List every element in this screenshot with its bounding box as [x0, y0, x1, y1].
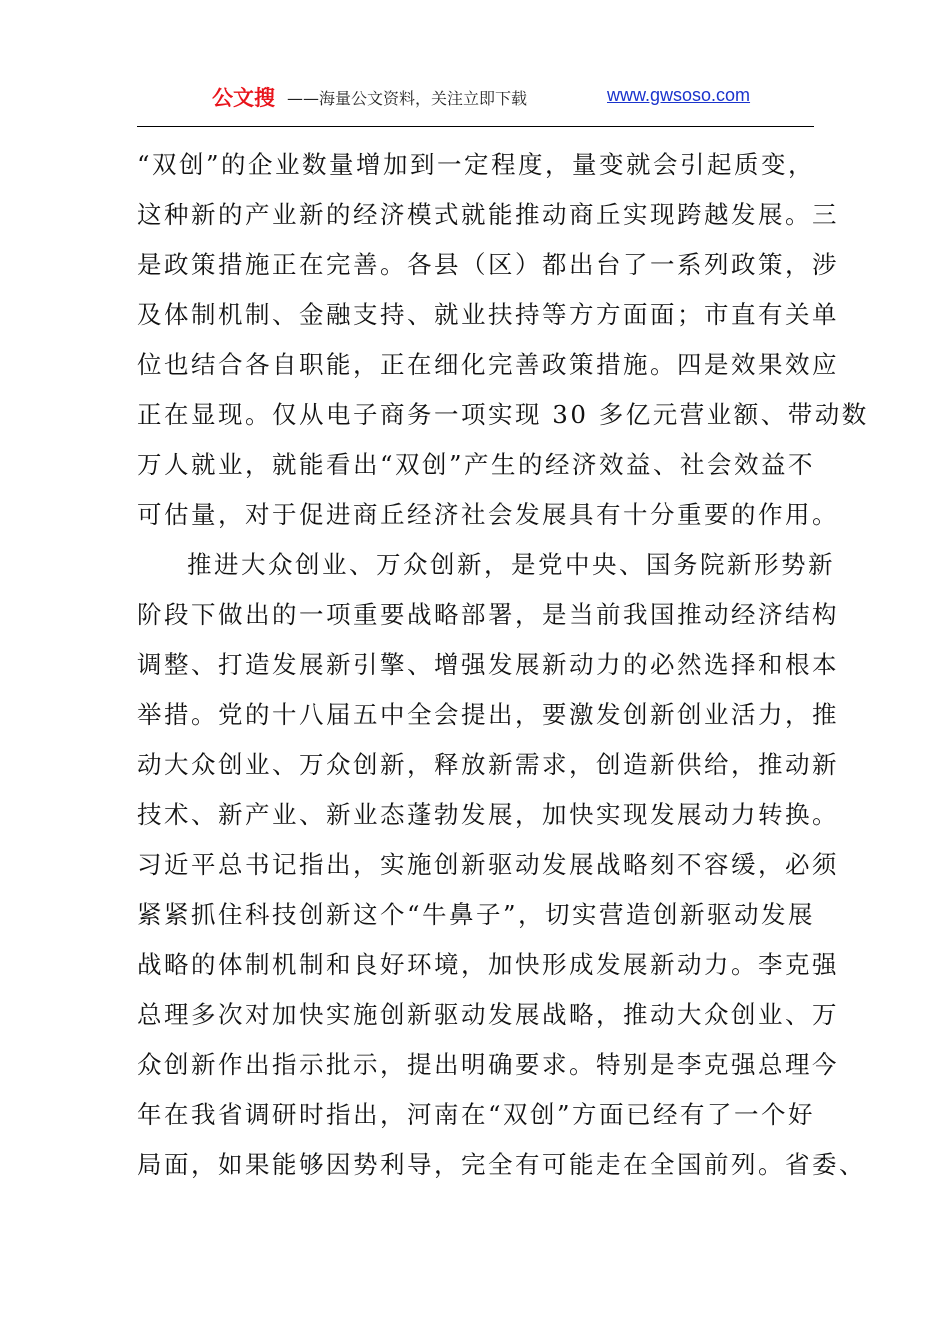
- text-line: 阶段下做出的一项重要战略部署，是当前我国推动经济结构: [137, 600, 839, 629]
- text-line: 技术、新产业、新业态蓬勃发展，加快实现发展动力转换。: [137, 800, 839, 829]
- text-line: 战略的体制机制和良好环境，加快形成发展新动力。李克强: [137, 950, 839, 979]
- text-line: 年在我省调研时指出，河南在“双创”方面已经有了一个好: [137, 1100, 816, 1129]
- text-line: 习近平总书记指出，实施创新驱动发展战略刻不容缓，必须: [137, 850, 839, 879]
- header-divider: [137, 126, 814, 127]
- text-line: 动大众创业、万众创新，释放新需求，创造新供给，推动新: [137, 750, 839, 779]
- text-line: 正在显现。仅从电子商务一项实现 30 多亿元营业额、带动数: [137, 400, 869, 429]
- text-line: 总理多次对加快实施创新驱动发展战略，推动大众创业、万: [137, 1000, 839, 1029]
- text-line: 紧紧抓住科技创新这个“牛鼻子”，切实营造创新驱动发展: [137, 900, 816, 929]
- page-header: [0, 78, 950, 118]
- text-line: 位也结合各自职能，正在细化完善政策措施。四是效果效应: [137, 350, 839, 379]
- text-line: 众创新作出指示批示，提出明确要求。特别是李克强总理今: [137, 1050, 839, 1079]
- text-line: 局面，如果能够因势利导，完全有可能走在全国前列。省委、: [137, 1150, 866, 1179]
- paragraph-start-line: 推进大众创业、万众创新，是党中央、国务院新形势新: [187, 550, 835, 579]
- text-line: 可估量，对于促进商丘经济社会发展具有十分重要的作用。: [137, 500, 839, 529]
- text-line: “双创”的企业数量增加到一定程度，量变就会引起质变，: [137, 150, 816, 179]
- document-body: [137, 140, 869, 1190]
- header-slogan: ——海量公文资料，关注立即下载: [287, 89, 528, 108]
- site-link[interactable]: www.gwsoso.com: [607, 85, 751, 105]
- brand-logo[interactable]: 公文搜: [212, 86, 275, 110]
- text-line: 及体制机制、金融支持、就业扶持等方方面面；市直有关单: [137, 300, 839, 329]
- text-line: 这种新的产业新的经济模式就能推动商丘实现跨越发展。三: [137, 200, 839, 229]
- text-line: 举措。党的十八届五中全会提出，要激发创新创业活力，推: [137, 700, 839, 729]
- text-line: 调整、打造发展新引擎、增强发展新动力的必然选择和根本: [137, 650, 839, 679]
- text-line: 万人就业，就能看出“双创”产生的经济效益、社会效益不: [137, 450, 816, 479]
- text-line: 是政策措施正在完善。各县（区）都出台了一系列政策，涉: [137, 250, 839, 279]
